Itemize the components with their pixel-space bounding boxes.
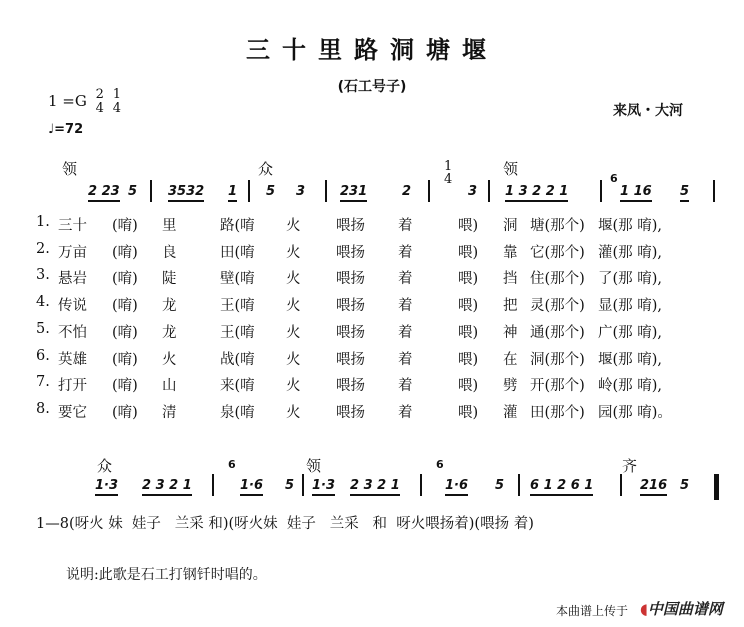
verse-5-cell: 王(唷 <box>220 324 255 341</box>
verse-6-cell: 堰(那 唷), <box>598 351 663 368</box>
part-label: 齐 <box>622 457 638 475</box>
part-label: 领 <box>503 160 519 178</box>
verse-4-cell: 灵(那个) <box>530 298 585 315</box>
verse-3-cell: 了(那 唷), <box>598 271 663 288</box>
verse-6-cell: (唷) <box>112 351 138 368</box>
ts-den: 4 <box>112 101 121 116</box>
bar-line <box>325 180 327 202</box>
note-group: 6 1 2 6 1 <box>530 478 593 496</box>
time-sig-1 <box>96 88 104 116</box>
verse-7-cell: 喂扬 <box>336 378 365 395</box>
bar-line <box>620 474 622 496</box>
ts-num: 1 <box>112 87 121 102</box>
verse-8-cell: 8. <box>36 400 50 417</box>
verse-1-cell: 喂扬 <box>336 218 365 234</box>
verse-1-cell: 火 <box>286 218 301 234</box>
verse-8-cell: 喂扬 <box>336 404 365 421</box>
verse-4-cell: 把 <box>503 298 518 315</box>
bar-line <box>150 180 152 202</box>
verse-1-cell: 塘(那个) <box>530 218 585 234</box>
verse-2-cell: 2. <box>36 240 50 257</box>
part-label: 领 <box>62 160 78 178</box>
song-subtitle: (石工号子) <box>337 79 407 95</box>
verse-2-cell: 良 <box>162 244 177 261</box>
note-group: 3 <box>468 184 478 199</box>
verse-2-cell: (唷) <box>112 244 138 261</box>
bar-line <box>428 180 430 202</box>
verse-6-cell: 英雄 <box>58 351 87 368</box>
key-signature <box>48 88 121 116</box>
verse-1-cell: 1. <box>36 214 50 230</box>
bar-line <box>420 474 422 496</box>
verse-3-cell: 住(那个) <box>530 271 585 288</box>
note-group: 1·3 <box>312 478 335 496</box>
verse-4-cell: 王(唷 <box>220 298 255 315</box>
verse-2-cell: 田(唷 <box>220 244 255 261</box>
bar-line <box>600 180 602 202</box>
verse-8-cell: 灌 <box>503 404 518 421</box>
note-group: 5 <box>495 478 505 493</box>
final-bar-line <box>714 474 719 500</box>
verse-4-cell: 喂扬 <box>336 298 365 315</box>
site-logo-text: 中国曲谱网 <box>647 600 723 618</box>
verse-3-cell: 陡 <box>162 271 177 288</box>
verse-7-cell: 来(唷 <box>220 378 255 395</box>
verse-8-cell: 田(那个) <box>530 404 585 421</box>
verse-3-cell: 悬岩 <box>58 271 87 288</box>
note-group: 231 <box>340 184 367 202</box>
verse-6-cell: 洞(那个) <box>530 351 585 368</box>
note-group: 5 <box>680 478 690 493</box>
note-group: 3 <box>296 184 306 199</box>
verse-8-cell: 泉(唷 <box>220 404 255 421</box>
verse-1-cell: 路(唷 <box>220 218 255 234</box>
verse-2-cell: 着 <box>398 244 413 261</box>
chorus-lyrics: 1—8(呀火 妹 娃子 兰采 和)(呀火妹 娃子 兰采 和 呀火喂扬着)(喂扬 着) <box>36 516 534 532</box>
note-group: 1·6 <box>445 478 468 496</box>
verse-7-cell: 劈 <box>503 378 518 395</box>
ts-num: 1 <box>444 159 453 174</box>
note-group: 2 <box>402 184 412 199</box>
verse-7-cell: (唷) <box>112 378 138 395</box>
verse-2-cell: 灌(那 唷), <box>598 244 663 261</box>
verse-6-cell: 喂) <box>458 351 479 368</box>
verse-5-cell: 龙 <box>162 324 177 341</box>
verse-8-cell: 着 <box>398 404 413 421</box>
song-title: 三十里路洞塘堰 <box>246 36 498 64</box>
verse-5-cell: 5. <box>36 320 50 337</box>
verse-8-cell: 喂) <box>458 404 479 421</box>
verse-4-cell: 龙 <box>162 298 177 315</box>
verse-6-cell: 6. <box>36 347 50 364</box>
grace-note: 6 <box>610 172 618 185</box>
note-group: 2 3 2 1 <box>350 478 400 496</box>
verse-2-cell: 它(那个) <box>530 244 585 261</box>
grace-note: 6 <box>436 458 444 471</box>
note-group: 1·3 <box>95 478 118 496</box>
verse-2-cell: 火 <box>286 244 301 261</box>
verse-5-cell: 火 <box>286 324 301 341</box>
note-group: 5 <box>285 478 295 493</box>
verse-2-cell: 万亩 <box>58 244 87 261</box>
ts-den: 4 <box>95 101 104 116</box>
verse-7-cell: 开(那个) <box>530 378 585 395</box>
verse-3-cell: 壁(唷 <box>220 271 255 288</box>
bar-line <box>302 474 304 496</box>
part-label: 众 <box>97 457 113 475</box>
verse-8-cell: 要它 <box>58 404 87 421</box>
verse-8-cell: 清 <box>162 404 177 421</box>
verse-6-cell: 喂扬 <box>336 351 365 368</box>
grace-note: 6 <box>228 458 236 471</box>
note-group: 216 <box>640 478 667 496</box>
verse-5-cell: 喂) <box>458 324 479 341</box>
note-group: 1 3 2 2 1 <box>505 184 568 202</box>
time-signature-change <box>444 160 452 186</box>
verse-6-cell: 战(唷 <box>220 351 255 368</box>
note-group: 1·6 <box>240 478 263 496</box>
verse-3-cell: 火 <box>286 271 301 288</box>
verse-1-cell: 喂) <box>458 218 479 234</box>
note-group: 5 <box>266 184 276 199</box>
verse-6-cell: 火 <box>286 351 301 368</box>
verse-4-cell: (唷) <box>112 298 138 315</box>
verse-1-cell: (唷) <box>112 218 138 234</box>
source-region: 来凤・大河 <box>613 103 683 119</box>
verse-3-cell: 喂扬 <box>336 271 365 288</box>
verse-7-cell: 打开 <box>58 378 87 395</box>
verse-5-cell: 着 <box>398 324 413 341</box>
note-group: 2 23 <box>88 184 120 202</box>
verse-3-cell: 3. <box>36 267 50 284</box>
verse-8-cell: 火 <box>286 404 301 421</box>
verse-1-cell: 洞 <box>503 218 518 234</box>
note-group: 5 <box>680 184 689 202</box>
note-group: 1 16 <box>620 184 652 202</box>
bar-line <box>248 180 250 202</box>
upload-text: 本曲谱上传于 <box>556 604 629 618</box>
time-sig-2 <box>113 88 121 116</box>
verse-4-cell: 传说 <box>58 298 87 315</box>
verse-5-cell: 神 <box>503 324 518 341</box>
verse-7-cell: 着 <box>398 378 413 395</box>
verse-3-cell: (唷) <box>112 271 138 288</box>
verse-2-cell: 靠 <box>503 244 518 261</box>
bar-line <box>212 474 214 496</box>
verse-8-cell: (唷) <box>112 404 138 421</box>
note-group: 1 <box>228 184 237 202</box>
bar-line <box>488 180 490 202</box>
ts-num: 2 <box>95 87 104 102</box>
verse-4-cell: 着 <box>398 298 413 315</box>
verse-5-cell: 广(那 唷), <box>598 324 663 341</box>
verse-1-cell: 里 <box>162 218 177 234</box>
verse-8-cell: 园(那 唷)。 <box>598 404 672 421</box>
verse-3-cell: 挡 <box>503 271 518 288</box>
verse-6-cell: 着 <box>398 351 413 368</box>
explanation-note: 说明:此歌是石工打钢钎时唱的。 <box>66 567 267 583</box>
site-logo[interactable]: ◖中国曲谱网 <box>640 600 723 618</box>
key: 1 =G <box>48 92 87 110</box>
verse-4-cell: 火 <box>286 298 301 315</box>
verse-4-cell: 4. <box>36 294 50 311</box>
verse-5-cell: 通(那个) <box>530 324 585 341</box>
verse-1-cell: 堰(那 唷), <box>598 218 663 234</box>
verse-5-cell: (唷) <box>112 324 138 341</box>
verse-6-cell: 在 <box>503 351 518 368</box>
verse-3-cell: 着 <box>398 271 413 288</box>
part-label: 领 <box>306 457 322 475</box>
verse-4-cell: 显(那 唷), <box>598 298 663 315</box>
note-group: 3532 <box>168 184 204 202</box>
note-group: 2 3 2 1 <box>142 478 192 496</box>
bar-line <box>518 474 520 496</box>
verse-7-cell: 山 <box>162 378 177 395</box>
part-label: 众 <box>258 160 274 178</box>
bar-line <box>713 180 715 202</box>
note-group: 5 <box>128 184 138 199</box>
verse-7-cell: 7. <box>36 374 50 391</box>
verse-1-cell: 三十 <box>58 218 87 234</box>
ts-den: 4 <box>444 172 453 187</box>
verse-6-cell: 火 <box>162 351 177 368</box>
verse-5-cell: 不怕 <box>58 324 87 341</box>
verse-5-cell: 喂扬 <box>336 324 365 341</box>
tempo: ♩=72 <box>48 122 84 137</box>
verse-1-cell: 着 <box>398 218 413 234</box>
verse-4-cell: 喂) <box>458 298 479 315</box>
verse-7-cell: 喂) <box>458 378 479 395</box>
verse-7-cell: 火 <box>286 378 301 395</box>
verse-2-cell: 喂扬 <box>336 244 365 261</box>
verse-7-cell: 岭(那 唷), <box>598 378 663 395</box>
verse-2-cell: 喂) <box>458 244 479 261</box>
verse-3-cell: 喂) <box>458 271 479 288</box>
